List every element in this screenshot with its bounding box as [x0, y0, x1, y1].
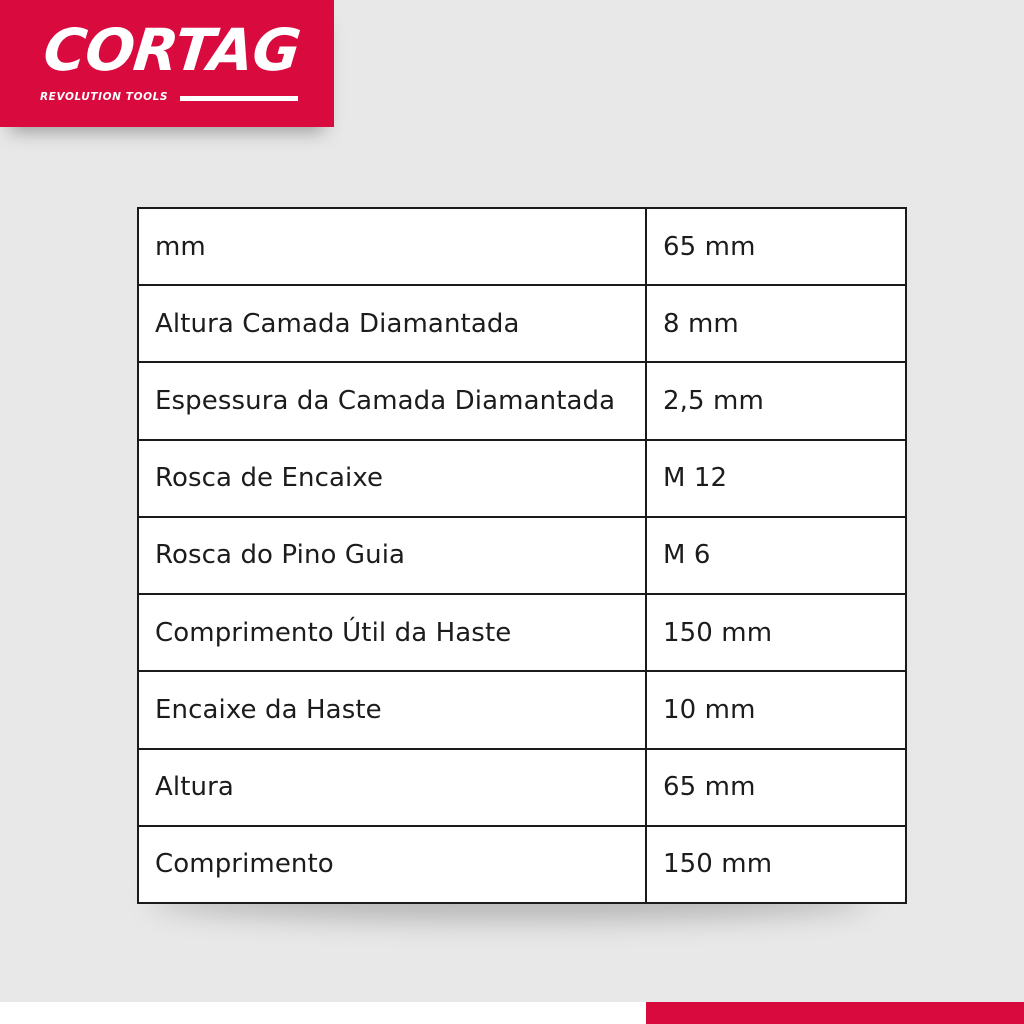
table-row [138, 208, 906, 285]
spec-value: M 12 [646, 440, 906, 517]
table-row [138, 826, 906, 903]
spec-value: 65 mm [646, 208, 906, 285]
footer-bar-red [646, 1002, 1024, 1024]
table-row [138, 517, 906, 594]
spec-label: Encaixe da Haste [138, 671, 646, 748]
table-row [138, 749, 906, 826]
spec-label: Comprimento [138, 826, 646, 903]
table-row [138, 440, 906, 517]
brand-name: CORTAG [40, 16, 304, 84]
footer-bar-white [0, 1002, 646, 1024]
spec-label: mm [138, 208, 646, 285]
spec-label: Rosca de Encaixe [138, 440, 646, 517]
spec-value: 150 mm [646, 826, 906, 903]
brand-tagline: REVOLUTION TOOLS [40, 91, 169, 103]
spec-value: 65 mm [646, 749, 906, 826]
spec-label: Altura Camada Diamantada [138, 285, 646, 362]
spec-value: 2,5 mm [646, 362, 906, 439]
table-row [138, 362, 906, 439]
brand-logo [0, 0, 334, 127]
spec-table [137, 207, 907, 904]
spec-label: Altura [138, 749, 646, 826]
table-row [138, 594, 906, 671]
table-row [138, 285, 906, 362]
spec-label: Espessura da Camada Diamantada [138, 362, 646, 439]
spec-label: Comprimento Útil da Haste [138, 594, 646, 671]
spec-value: 10 mm [646, 671, 906, 748]
spec-value: 150 mm [646, 594, 906, 671]
brand-underline [180, 96, 298, 101]
table-row [138, 671, 906, 748]
spec-value: M 6 [646, 517, 906, 594]
spec-label: Rosca do Pino Guia [138, 517, 646, 594]
spec-value: 8 mm [646, 285, 906, 362]
